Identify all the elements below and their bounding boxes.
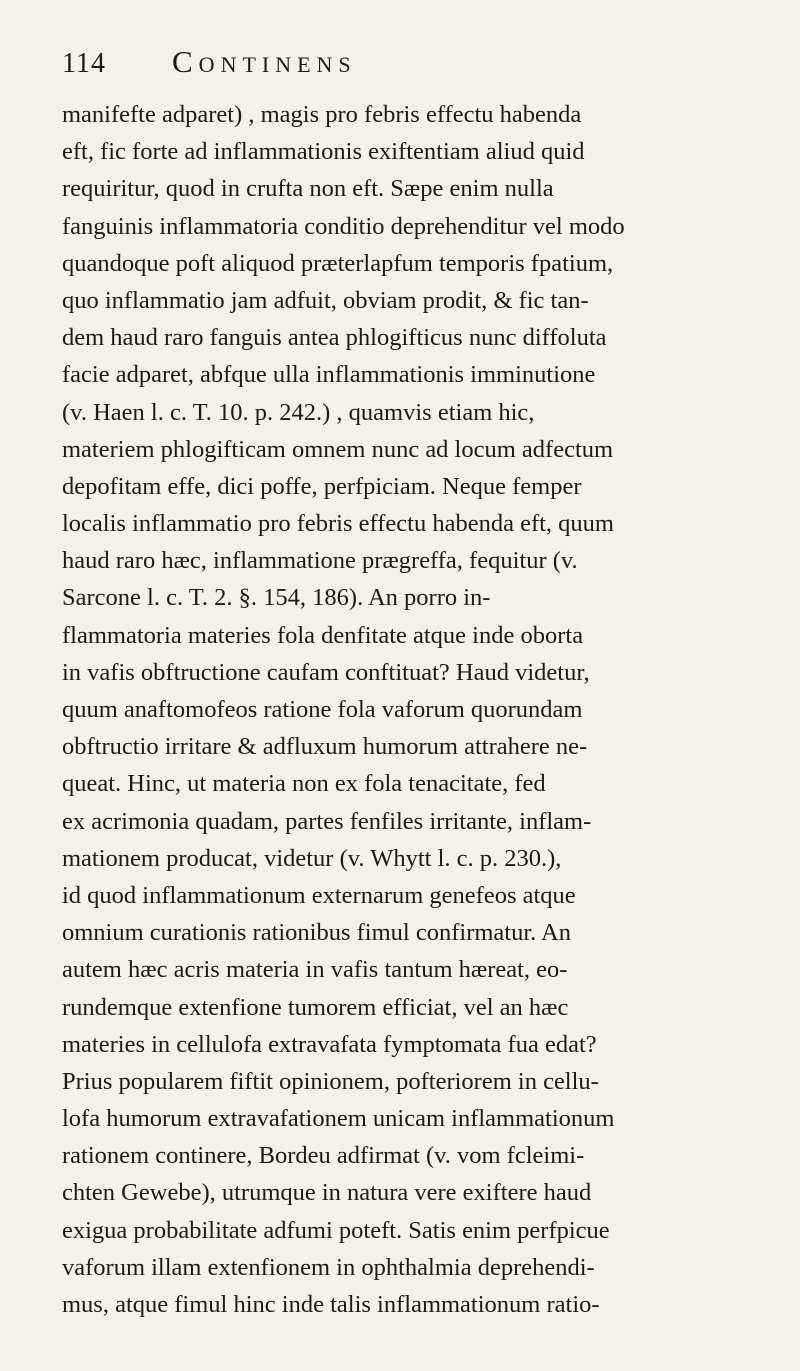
text-line: materies in cellulofa extravafata fymptomata fua edat?	[62, 1030, 597, 1058]
text-line: in vafis obftructione caufam conftituat? Haud videtur,	[62, 658, 590, 686]
text-line: rundemque extenfione tumorem efficiat, vel an hæc	[62, 993, 569, 1021]
text-line: fanguinis inflammatoria conditio deprehenditur vel modo	[62, 212, 625, 240]
text-line: Sarcone l. c. T. 2. §. 154, 186). An porro in-	[62, 584, 491, 612]
text-line: lofa humorum extravafationem unicam inflammationum	[62, 1105, 615, 1133]
text-line: mus, atque fimul hinc inde talis inflammationum ratio-	[62, 1291, 600, 1318]
text-line: autem hæc acris materia in vafis tantum hæreat, eo-	[62, 956, 568, 984]
text-line: queat. Hinc, ut materia non ex fola tenacitate, fed	[62, 770, 546, 798]
text-line: chten Gewebe), utrumque in natura vere exiftere haud	[62, 1179, 592, 1207]
text-line: depofitam effe, dici poffe, perfpiciam. Neque femper	[62, 472, 582, 500]
text-line: requiritur, quod in crufta non eft. Sæpe enim nulla	[62, 175, 554, 203]
text-line: rationem continere, Bordeu adfirmat (v. vom fcleimi-	[62, 1142, 585, 1170]
text-line: quum anaftomofeos ratione fola vaforum quorundam	[62, 696, 583, 723]
text-line: mationem producat, videtur (v. Whytt l. c. p. 230.),	[62, 844, 562, 872]
text-line: dem haud raro fanguis antea phlogifticus nunc diffoluta	[62, 324, 607, 352]
text-line: flammatoria materies fola denfitate atque inde oborta	[62, 621, 584, 649]
page-header	[62, 44, 742, 84]
text-line: manifefte adparet) , magis pro febris effectu habenda	[62, 101, 582, 128]
text-line: materiem phlogifticam omnem nunc ad locum adfectum	[62, 435, 614, 463]
text-line: id quod inflammationum externarum genefeos atque	[62, 881, 576, 909]
text-line: (v. Haen l. c. T. 10. p. 242.) , quamvis etiam hic,	[62, 398, 535, 426]
text-line: omnium curationis rationibus fimul confirmatur. An	[62, 919, 571, 947]
text-line: quo inflammatio jam adfuit, obviam prodit, & fic tan-	[62, 286, 589, 314]
text-line: exigua probabilitate adfumi poteft. Satis enim perfpicue	[62, 1216, 610, 1244]
text-line: eft, fic forte ad inflammationis exiftentiam aliud quid	[62, 138, 585, 166]
text-line: obftructio irritare & adfluxum humorum attrahere ne-	[62, 733, 588, 761]
body-text	[62, 96, 750, 1323]
text-line: facie adparet, abfque ulla inflammationis imminutione	[62, 361, 596, 389]
text-line: quandoque poft aliquod præterlapfum temporis fpatium,	[62, 249, 614, 277]
text-line: Prius popularem fiftit opinionem, pofteriorem in cellu-	[62, 1067, 599, 1095]
page-number: 114	[62, 48, 106, 79]
text-line: localis inflammatio pro febris effectu habenda eft, quum	[62, 510, 614, 538]
text-line: ex acrimonia quadam, partes fenfiles irritante, inflam-	[62, 807, 592, 835]
text-line: vaforum illam extenfionem in ophthalmia deprehendi-	[62, 1253, 595, 1281]
running-head: Continens	[172, 44, 357, 79]
text-line: haud raro hæc, inflammatione prægreffa, fequitur (v.	[62, 547, 578, 575]
